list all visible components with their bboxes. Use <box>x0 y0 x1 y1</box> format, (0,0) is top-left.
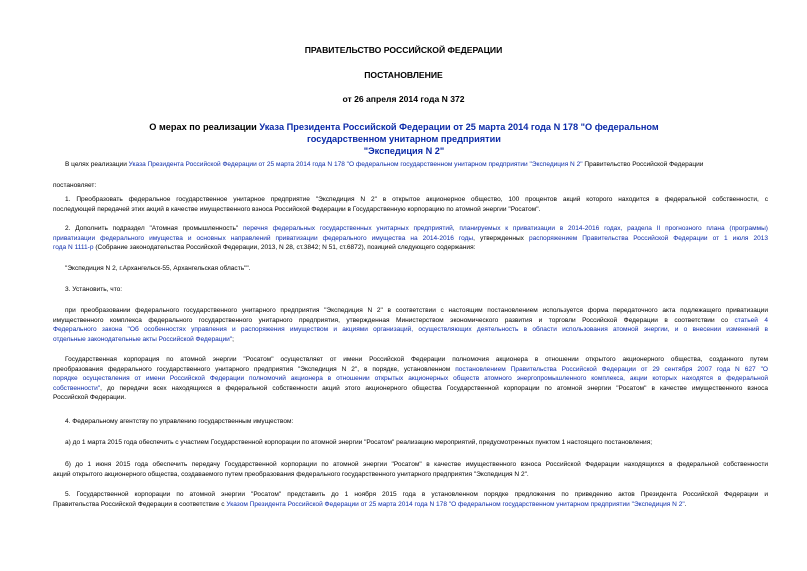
item-4b-line2: акций открытого акционерного общества, создаваемого путем преобразования федерального государственного унитарного предприятия "Экспедиция N 2". <box>53 470 529 478</box>
item-5-line2: Правительства Российской Федерации в соответствие с <box>53 500 227 508</box>
item-5-line1: 5. Государственной корпорации по атомной энергии "Росатом" представить до 1 ноября 2015 года в установленном порядке предложения по приведению актов Президента Российской Федерации и <box>65 491 768 498</box>
title-link-line2: "Экспедиция N 2" <box>363 146 445 156</box>
item-4: 4. Федеральному агентству по управлению государственным имуществом: <box>65 418 294 425</box>
title-link-line1: Указа Президента Российской Федерации от 25 марта 2014 года N 178 "О федеральном государственном унитарном предприятии <box>259 122 659 144</box>
item-2-list-link-part2[interactable]: приватизации федерального имущества и основных направлений приватизации федерального имущества на 2014-2016 годы <box>53 234 474 242</box>
item-4-clause-b <box>53 460 768 479</box>
item-1-line2: последующей передачей этих акций в качестве имущественного взноса Российской Федерации в Государственную корпорацию по атомной энергии "Росатом". <box>53 205 541 213</box>
document-type: ПОСТАНОВЛЕНИЕ <box>364 70 443 80</box>
item-4-clause-a: а) до 1 марта 2015 года обеспечить с участием Государственной корпорации по атомной энергии "Росатом" реализацию мероприятий, предусмотренных пунктом 1 настоящего постановления; <box>65 439 653 446</box>
item-3b-resolution-link-part2[interactable]: порядке осуществления от имени Российской Федерации полномочий акционера в отношении открытых акционерных обществ атомного энергопромышленного комплекса, акции которых находятся в федеральной <box>53 375 768 383</box>
document-title <box>110 121 698 157</box>
item-2-prefix: 2. Дополнить подраздел "Атомная промышленность" <box>65 225 244 232</box>
item-3a-article-link[interactable]: статьей 4 <box>734 316 768 324</box>
item-1-line1: 1. Преобразовать федеральное государственное унитарное предприятие "Экспедиция N 2" в открытое акционерное общество, 100 процентов акций которого находится в федеральной собственности, с <box>65 196 768 203</box>
item-3a-law-link-part1[interactable]: Федерального закона "Об особенностях управления и распоряжения имуществом и акциями организаций, осуществляющих деятельность в области использования атомной энергии, и о внесении изменений в <box>53 326 768 334</box>
intro-suffix: Правительство Российской Федерации <box>582 161 704 168</box>
quoted-position: "Экспедиция N 2, г.Архангельск-55, Архангельская область"". <box>65 265 251 272</box>
item-5 <box>53 490 768 509</box>
item-3a-end: ; <box>232 335 234 343</box>
item-5-end: . <box>684 500 687 508</box>
item-2-order-link-part1[interactable]: распоряжением Правительства Российской Федерации от 1 июля 2013 <box>528 234 768 242</box>
intro-decree-link[interactable]: Указа Президента Российской Федерации от 25 марта 2014 года N 178 "О федеральном государственном унитарном предприятии "Экспедиция N 2" <box>128 161 583 168</box>
intro-paragraph <box>53 160 768 170</box>
item-3-clause-a <box>53 306 768 344</box>
item-3b-line5: Российской Федерации. <box>53 394 127 402</box>
item-2-order-link-part2[interactable]: года N 1111-р <box>53 244 94 252</box>
title-decree-link[interactable] <box>259 122 658 156</box>
title-prefix: О мерах по реализации <box>149 122 260 132</box>
government-name: ПРАВИТЕЛЬСТВО РОССИЙСКОЙ ФЕДЕРАЦИИ <box>304 45 503 55</box>
item-3: 3. Установить, что: <box>65 286 123 293</box>
item-4b-line1: б) до 1 июня 2015 года обеспечить передачу Государственной корпорации по атомной энергии "Росатом" в качестве имущественного взноса Российской Федерации находящихся в федеральной собственности <box>65 461 768 468</box>
item-3a-law-link-part2[interactable]: отдельные законодательные акты Российской Федерации" <box>53 335 233 343</box>
document-date-number: от 26 апреля 2014 года N 372 <box>342 94 465 104</box>
item-3b-resolution-link-part3[interactable]: собственности" <box>53 384 101 392</box>
item-3b-line4: , до передачи всех находящихся в федеральной собственности акций этого акционерного общества Государственной корпорации по атомной энергии "Росатом" в качестве имущественного взноса <box>100 384 768 392</box>
resolves-text: постановляет: <box>53 182 97 189</box>
item-2-mid: , утвержденных <box>473 234 529 242</box>
item-3b-line1: Государственная корпорация по атомной энергии "Росатом" осуществляет от имени Российской Федерации полномочия акционера в отношении открытого акционерного общества, созданного путем <box>65 356 768 363</box>
item-2-list-link-part1[interactable]: перечня федеральных государственных унитарных предприятий, планируемых к приватизации в 2014-2016 годах, раздела II прогнозного плана (программы) <box>243 225 768 232</box>
intro-prefix: В целях реализации <box>65 161 129 168</box>
item-5-decree-link[interactable]: Указом Президента Российской Федерации от 25 марта 2014 года N 178 "О федеральном государственном унитарном предприятии "Экспедиция N 2" <box>226 500 685 508</box>
item-2 <box>53 224 768 253</box>
item-1 <box>53 195 768 214</box>
item-3a-line2: имущественного комплекса федерального государственного унитарного предприятия, утвержденная Министерством экономического развития и торговли Российской Федерации в соответствии со <box>53 316 735 324</box>
item-2-suffix: (Собрание законодательства Российской Федерации, 2013, N 28, ст.3842; N 51, ст.6872), позицией следующего содержания: <box>93 244 476 252</box>
item-3a-line1: при преобразовании федерального государственного унитарного предприятия "Экспедиция N 2" в соответствии с настоящим постановлением используется форма передаточного акта подлежащего приватизации <box>65 307 768 314</box>
item-3b-line2: преобразования федерального государственного унитарного предприятия "Экспедиция N 2", в порядке, установленном <box>53 365 456 373</box>
item-3-clause-b <box>53 355 768 403</box>
item-3b-resolution-link-part1[interactable]: постановлением Правительства Российской Федерации от 29 сентября 2007 года N 627 "О <box>455 365 768 373</box>
